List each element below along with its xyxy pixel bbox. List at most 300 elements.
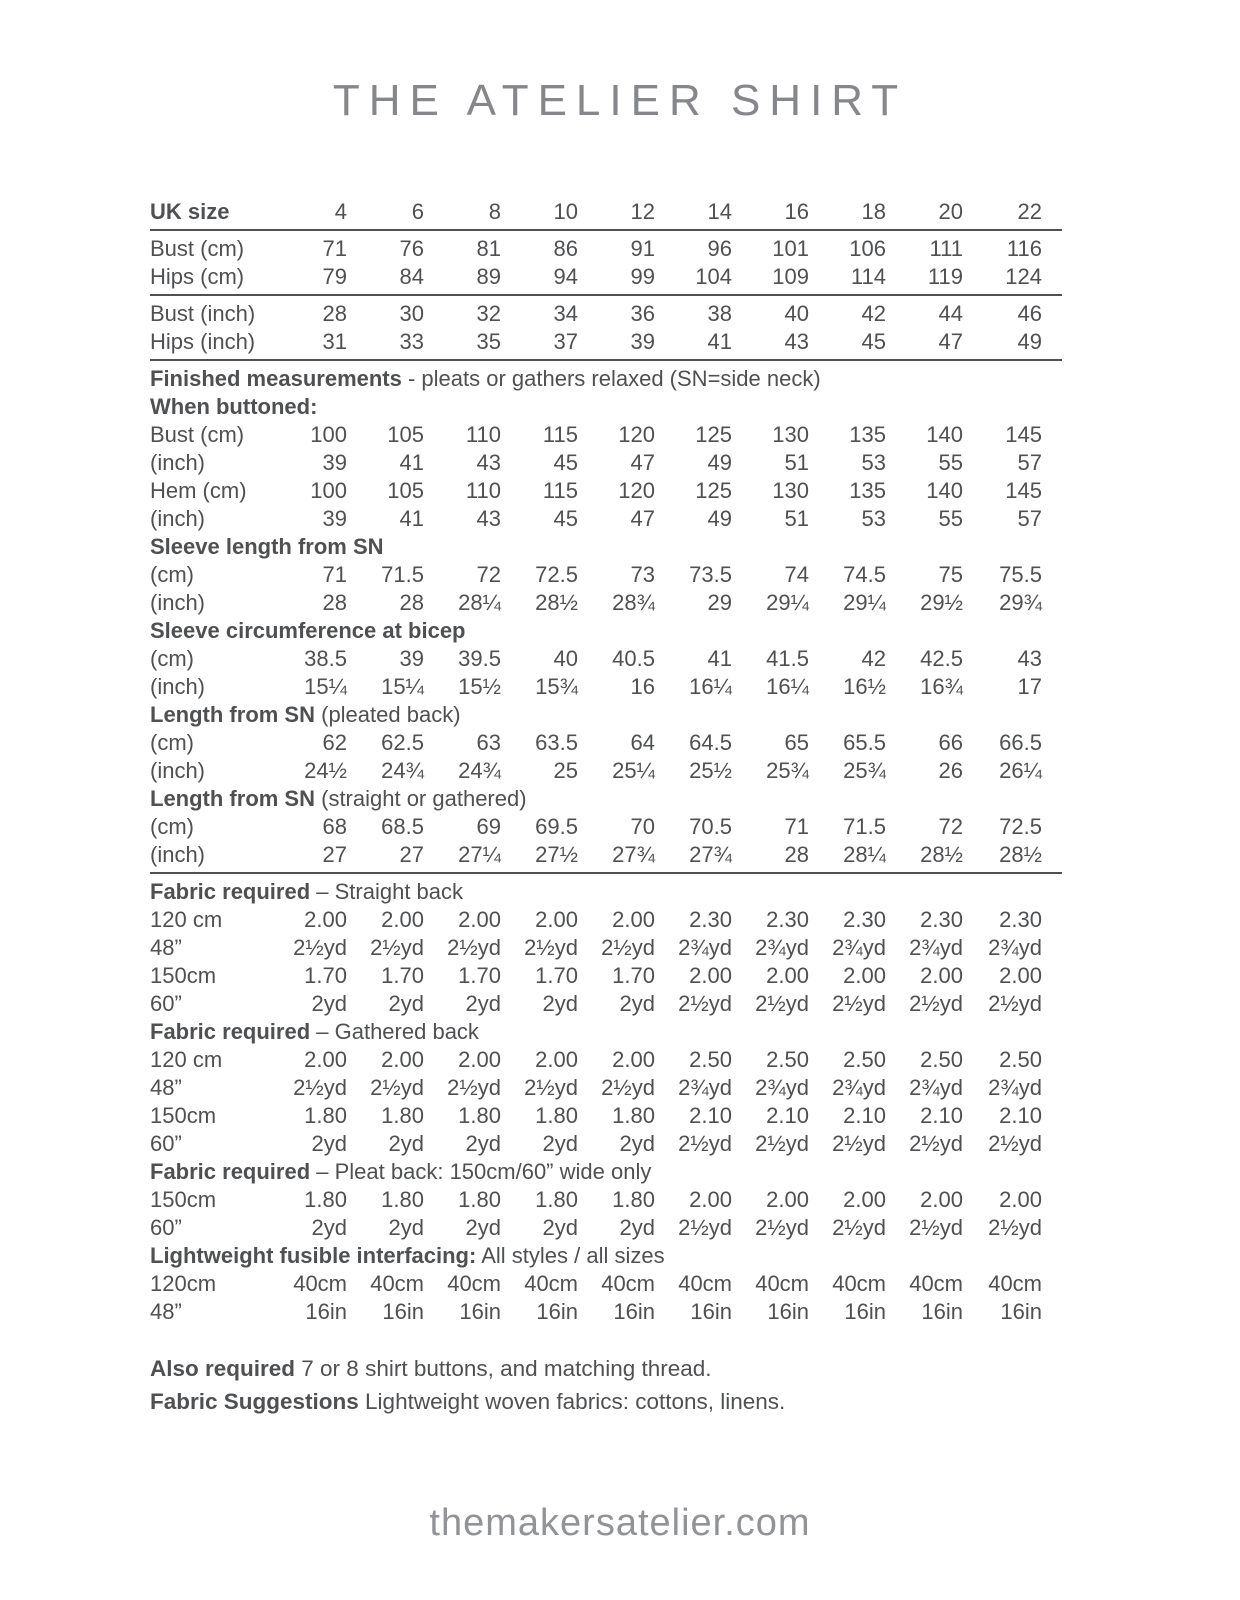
table-cell: 32 xyxy=(476,301,501,326)
table-cell: 2.00 xyxy=(689,1187,732,1212)
table-cell: 39 xyxy=(630,329,655,354)
table-cell: 39.5 xyxy=(458,646,501,671)
table-row xyxy=(150,1270,1062,1298)
table-cell: 38 xyxy=(707,301,732,326)
note-fabric-suggestions xyxy=(150,1385,785,1418)
row-label: 48” xyxy=(150,935,182,960)
table-cell: 45 xyxy=(553,506,578,531)
table-cell: 4 xyxy=(334,199,347,224)
table-cell: 120 xyxy=(618,422,655,447)
section-heading-bold: Lightweight fusible interfacing: xyxy=(150,1243,477,1268)
table-cell: 2½yd xyxy=(755,991,809,1016)
table-cell: 39 xyxy=(322,450,347,475)
table-cell: 2yd xyxy=(619,1215,655,1240)
table-cell: 105 xyxy=(387,422,424,447)
table-row xyxy=(150,673,1062,701)
row-label: 150cm xyxy=(150,963,217,988)
table-cell: 105 xyxy=(387,478,424,503)
table-cell: 2.00 xyxy=(766,963,809,988)
table-cell: 2.00 xyxy=(458,907,501,932)
section-heading-text: - pleats or gathers relaxed (SN=side neck) xyxy=(401,366,821,391)
table-cell: 71 xyxy=(784,814,809,839)
table-cell: 27¼ xyxy=(458,842,501,867)
table-cell: 2¾yd xyxy=(755,935,809,960)
section-heading-row xyxy=(150,1242,1062,1270)
table-cell: 27¾ xyxy=(612,842,655,867)
table-cell: 1.70 xyxy=(304,963,347,988)
table-cell: 40cm xyxy=(447,1271,501,1296)
table-cell: 10 xyxy=(553,199,578,224)
table-cell: 2.10 xyxy=(843,1103,886,1128)
table-cell: 2.10 xyxy=(920,1103,963,1128)
table-cell: 2.00 xyxy=(535,907,578,932)
table-cell: 6 xyxy=(411,199,424,224)
table-cell: 15¼ xyxy=(304,674,347,699)
table-cell: 100 xyxy=(310,478,347,503)
table-cell: 1.80 xyxy=(304,1187,347,1212)
table-cell: 2.00 xyxy=(999,1187,1042,1212)
table-cell: 2.00 xyxy=(689,963,732,988)
table-cell: 28 xyxy=(322,301,347,326)
section-heading-bold: Sleeve circumference at bicep xyxy=(150,618,466,643)
table-cell: 2yd xyxy=(311,1131,347,1156)
section-heading-bold: Length from SN xyxy=(150,702,315,727)
divider-rule xyxy=(150,229,1062,231)
table-cell: 63.5 xyxy=(535,730,578,755)
table-cell: 2½yd xyxy=(909,1131,963,1156)
table-cell: 68.5 xyxy=(381,814,424,839)
table-cell: 40.5 xyxy=(612,646,655,671)
table-cell: 72.5 xyxy=(535,562,578,587)
notes-block xyxy=(150,1352,785,1418)
table-cell: 96 xyxy=(707,236,732,261)
table-cell: 12 xyxy=(630,199,655,224)
table-cell: 29¼ xyxy=(843,590,886,615)
table-cell: 44 xyxy=(938,301,963,326)
table-cell: 40cm xyxy=(370,1271,424,1296)
table-cell: 15¾ xyxy=(535,674,578,699)
row-label: 60” xyxy=(150,991,182,1016)
table-cell: 84 xyxy=(399,264,424,289)
table-cell: 1.80 xyxy=(535,1103,578,1128)
table-cell: 24¾ xyxy=(381,758,424,783)
table-cell: 16in xyxy=(305,1299,347,1324)
table-row xyxy=(150,990,1062,1018)
table-cell: 1.80 xyxy=(535,1187,578,1212)
table-cell: 81 xyxy=(476,236,501,261)
row-label: (cm) xyxy=(150,646,194,671)
table-cell: 2½yd xyxy=(988,991,1042,1016)
table-cell: 53 xyxy=(861,450,886,475)
table-cell: 72.5 xyxy=(999,814,1042,839)
table-cell: 63 xyxy=(476,730,501,755)
table-cell: 29¼ xyxy=(766,590,809,615)
table-cell: 40cm xyxy=(909,1271,963,1296)
table-cell: 2yd xyxy=(542,1131,578,1156)
table-cell: 75 xyxy=(938,562,963,587)
table-cell: 1.70 xyxy=(381,963,424,988)
row-label: Hips (cm) xyxy=(150,264,245,289)
section-heading-row xyxy=(150,393,1062,421)
divider-rule xyxy=(150,294,1062,296)
note-also-required-label: Also required xyxy=(150,1356,296,1381)
row-label: 60” xyxy=(150,1131,182,1156)
table-cell: 40 xyxy=(553,646,578,671)
table-cell: 2½yd xyxy=(524,1075,578,1100)
section-heading-text: (pleated back) xyxy=(315,702,461,727)
table-cell: 27¾ xyxy=(689,842,732,867)
table-cell: 2.50 xyxy=(689,1047,732,1072)
table-cell: 16in xyxy=(382,1299,424,1324)
table-row xyxy=(150,962,1062,990)
table-cell: 73 xyxy=(630,562,655,587)
table-cell: 89 xyxy=(476,264,501,289)
table-cell: 74 xyxy=(784,562,809,587)
note-fabric-suggestions-label: Fabric Suggestions xyxy=(150,1389,359,1414)
table-cell: 2½yd xyxy=(370,935,424,960)
row-label: 48” xyxy=(150,1075,182,1100)
row-label: (cm) xyxy=(150,562,194,587)
table-cell: 1.70 xyxy=(535,963,578,988)
table-cell: 2.00 xyxy=(381,907,424,932)
table-cell: 55 xyxy=(938,450,963,475)
table-cell: 42 xyxy=(861,646,886,671)
table-cell: 43 xyxy=(476,506,501,531)
table-row xyxy=(150,198,1062,226)
row-label: (inch) xyxy=(150,590,206,615)
row-label: Bust (cm) xyxy=(150,422,245,447)
table-cell: 1.70 xyxy=(458,963,501,988)
table-cell: 2½yd xyxy=(678,1215,732,1240)
table-cell: 2½yd xyxy=(678,991,732,1016)
section-heading-row xyxy=(150,701,1062,729)
section-heading-text: – Gathered back xyxy=(310,1019,479,1044)
table-cell: 2.00 xyxy=(920,963,963,988)
table-cell: 40cm xyxy=(293,1271,347,1296)
table-cell: 20 xyxy=(938,199,963,224)
table-cell: 16in xyxy=(844,1299,886,1324)
note-also-required-text: 7 or 8 shirt buttons, and matching thread. xyxy=(295,1356,712,1381)
table-cell: 94 xyxy=(553,264,578,289)
table-cell: 2yd xyxy=(542,991,578,1016)
section-heading-bold: Fabric required xyxy=(150,879,311,904)
table-row xyxy=(150,589,1062,617)
table-cell: 42 xyxy=(861,301,886,326)
table-cell: 71 xyxy=(322,236,347,261)
table-row xyxy=(150,757,1062,785)
table-row xyxy=(150,505,1062,533)
table-row xyxy=(150,263,1062,291)
table-cell: 47 xyxy=(630,506,655,531)
table-cell: 41.5 xyxy=(766,646,809,671)
table-cell: 135 xyxy=(849,422,886,447)
table-cell: 49 xyxy=(1017,329,1042,354)
table-cell: 43 xyxy=(1017,646,1042,671)
table-cell: 104 xyxy=(695,264,732,289)
table-cell: 46 xyxy=(1017,301,1042,326)
table-cell: 39 xyxy=(399,646,424,671)
table-cell: 43 xyxy=(784,329,809,354)
table-cell: 40 xyxy=(784,301,809,326)
table-cell: 2½yd xyxy=(678,1131,732,1156)
table-cell: 72 xyxy=(938,814,963,839)
table-cell: 16 xyxy=(630,674,655,699)
table-cell: 28 xyxy=(784,842,809,867)
table-cell: 45 xyxy=(553,450,578,475)
table-cell: 70.5 xyxy=(689,814,732,839)
table-cell: 2.00 xyxy=(458,1047,501,1072)
section-heading-text: – Straight back xyxy=(310,879,464,904)
table-cell: 40cm xyxy=(832,1271,886,1296)
table-cell: 2.50 xyxy=(999,1047,1042,1072)
table-cell: 57 xyxy=(1017,450,1042,475)
table-cell: 2.00 xyxy=(381,1047,424,1072)
table-cell: 1.70 xyxy=(612,963,655,988)
table-cell: 2.30 xyxy=(843,907,886,932)
table-cell: 2.00 xyxy=(999,963,1042,988)
table-cell: 135 xyxy=(849,478,886,503)
table-cell: 2yd xyxy=(465,1131,501,1156)
table-row xyxy=(150,421,1062,449)
table-cell: 1.80 xyxy=(612,1187,655,1212)
table-cell: 2.50 xyxy=(766,1047,809,1072)
table-cell: 1.80 xyxy=(381,1187,424,1212)
table-cell: 125 xyxy=(695,422,732,447)
row-label: (inch) xyxy=(150,450,206,475)
table-cell: 37 xyxy=(553,329,578,354)
table-cell: 2.00 xyxy=(843,963,886,988)
table-cell: 2½yd xyxy=(293,1075,347,1100)
table-cell: 125 xyxy=(695,478,732,503)
table-cell: 16in xyxy=(459,1299,501,1324)
table-cell: 24½ xyxy=(304,758,347,783)
table-cell: 26¼ xyxy=(999,758,1042,783)
table-cell: 140 xyxy=(926,478,963,503)
table-cell: 91 xyxy=(630,236,655,261)
table-cell: 2¾yd xyxy=(832,1075,886,1100)
table-cell: 25¾ xyxy=(766,758,809,783)
table-cell: 2½yd xyxy=(988,1131,1042,1156)
table-cell: 2½yd xyxy=(601,1075,655,1100)
table-cell: 29½ xyxy=(920,590,963,615)
section-heading-bold: When buttoned: xyxy=(150,394,318,419)
table-row xyxy=(150,561,1062,589)
row-label: Hem (cm) xyxy=(150,478,247,503)
table-cell: 2yd xyxy=(388,991,424,1016)
section-heading-text: All styles / all sizes xyxy=(476,1243,665,1268)
table-cell: 64 xyxy=(630,730,655,755)
row-label: 120cm xyxy=(150,1271,217,1296)
table-cell: 42.5 xyxy=(920,646,963,671)
table-cell: 130 xyxy=(772,478,809,503)
table-cell: 25 xyxy=(553,758,578,783)
table-cell: 2¾yd xyxy=(988,1075,1042,1100)
table-cell: 41 xyxy=(399,506,424,531)
table-cell: 2.10 xyxy=(999,1103,1042,1128)
table-row xyxy=(150,328,1062,356)
table-cell: 73.5 xyxy=(689,562,732,587)
table-cell: 100 xyxy=(310,422,347,447)
table-cell: 65 xyxy=(784,730,809,755)
table-row xyxy=(150,1102,1062,1130)
row-label: (cm) xyxy=(150,814,194,839)
table-cell: 28¼ xyxy=(458,590,501,615)
table-row xyxy=(150,1130,1062,1158)
table-cell: 22 xyxy=(1017,199,1042,224)
table-cell: 66 xyxy=(938,730,963,755)
table-cell: 130 xyxy=(772,422,809,447)
table-cell: 2.30 xyxy=(689,907,732,932)
table-cell: 16¼ xyxy=(766,674,809,699)
row-label: (inch) xyxy=(150,674,206,699)
table-cell: 2½yd xyxy=(755,1131,809,1156)
table-cell: 69 xyxy=(476,814,501,839)
row-label: (cm) xyxy=(150,730,194,755)
table-cell: 140 xyxy=(926,422,963,447)
table-cell: 114 xyxy=(850,264,886,289)
table-cell: 1.80 xyxy=(458,1187,501,1212)
table-cell: 2¾yd xyxy=(678,935,732,960)
table-cell: 18 xyxy=(861,199,886,224)
table-cell: 68 xyxy=(322,814,347,839)
table-cell: 76 xyxy=(399,236,424,261)
table-cell: 17 xyxy=(1017,674,1042,699)
section-heading-row xyxy=(150,785,1062,813)
table-cell: 27 xyxy=(322,842,347,867)
footer-url: themakersatelier.com xyxy=(429,1502,811,1544)
table-cell: 29¾ xyxy=(999,590,1042,615)
table-row xyxy=(150,449,1062,477)
table-cell: 145 xyxy=(1005,478,1042,503)
row-label: 150cm xyxy=(150,1187,217,1212)
table-row xyxy=(150,477,1062,505)
table-cell: 41 xyxy=(399,450,424,475)
table-cell: 69.5 xyxy=(535,814,578,839)
section-heading-row xyxy=(150,533,1062,561)
row-label: (inch) xyxy=(150,506,206,531)
table-cell: 109 xyxy=(772,264,809,289)
row-label: (inch) xyxy=(150,842,206,867)
row-label: UK size xyxy=(150,199,230,224)
section-heading-text: (straight or gathered) xyxy=(315,786,527,811)
table-cell: 25¾ xyxy=(843,758,886,783)
table-cell: 25½ xyxy=(689,758,732,783)
table-cell: 2½yd xyxy=(370,1075,424,1100)
section-heading-row xyxy=(150,365,1062,393)
table-cell: 38.5 xyxy=(304,646,347,671)
table-cell: 2.30 xyxy=(999,907,1042,932)
table-cell: 34 xyxy=(553,301,578,326)
table-cell: 14 xyxy=(707,199,732,224)
table-cell: 99 xyxy=(630,264,655,289)
table-cell: 15¼ xyxy=(381,674,424,699)
table-cell: 39 xyxy=(322,506,347,531)
table-cell: 66.5 xyxy=(999,730,1042,755)
table-row xyxy=(150,1074,1062,1102)
table-cell: 35 xyxy=(476,329,501,354)
table-cell: 71.5 xyxy=(843,814,886,839)
table-cell: 2.00 xyxy=(843,1187,886,1212)
table-cell: 65.5 xyxy=(843,730,886,755)
note-fabric-suggestions-text: Lightweight woven fabrics: cottons, linens. xyxy=(358,1389,786,1414)
table-cell: 16 xyxy=(784,199,809,224)
divider-rule xyxy=(150,359,1062,361)
table-cell: 2.00 xyxy=(535,1047,578,1072)
table-cell: 2¾yd xyxy=(832,935,886,960)
table-cell: 2½yd xyxy=(909,991,963,1016)
table-cell: 57 xyxy=(1017,506,1042,531)
section-heading-row xyxy=(150,617,1062,645)
table-cell: 28 xyxy=(399,590,424,615)
table-cell: 40cm xyxy=(601,1271,655,1296)
table-cell: 2½yd xyxy=(447,935,501,960)
table-cell: 75.5 xyxy=(999,562,1042,587)
table-cell: 41 xyxy=(707,646,732,671)
size-chart-table xyxy=(150,198,1062,1326)
section-heading-row xyxy=(150,1158,1062,1186)
table-cell: 2.30 xyxy=(766,907,809,932)
table-cell: 106 xyxy=(849,236,886,261)
table-cell: 2.00 xyxy=(920,1187,963,1212)
table-cell: 71 xyxy=(322,562,347,587)
section-heading-row xyxy=(150,878,1062,906)
table-cell: 51 xyxy=(784,450,809,475)
table-cell: 2¾yd xyxy=(909,935,963,960)
table-cell: 2yd xyxy=(542,1215,578,1240)
table-row xyxy=(150,729,1062,757)
table-row xyxy=(150,1214,1062,1242)
table-cell: 51 xyxy=(784,506,809,531)
section-heading-row xyxy=(150,1018,1062,1046)
table-cell: 26 xyxy=(938,758,963,783)
table-cell: 2½yd xyxy=(293,935,347,960)
table-cell: 2.10 xyxy=(689,1103,732,1128)
table-cell: 72 xyxy=(476,562,501,587)
table-row xyxy=(150,1186,1062,1214)
table-row xyxy=(150,645,1062,673)
table-row xyxy=(150,841,1062,869)
table-row xyxy=(150,1046,1062,1074)
table-row xyxy=(150,934,1062,962)
table-cell: 1.80 xyxy=(304,1103,347,1128)
table-cell: 49 xyxy=(707,450,732,475)
table-cell: 28 xyxy=(322,590,347,615)
section-heading-bold: Fabric required xyxy=(150,1019,311,1044)
table-cell: 16¾ xyxy=(920,674,963,699)
table-cell: 70 xyxy=(630,814,655,839)
table-cell: 36 xyxy=(630,301,655,326)
table-cell: 16in xyxy=(536,1299,578,1324)
section-heading-bold: Finished measurements xyxy=(150,366,402,391)
table-cell: 16½ xyxy=(843,674,886,699)
table-cell: 2½yd xyxy=(832,1215,886,1240)
row-label: 120 cm xyxy=(150,907,223,932)
table-cell: 40cm xyxy=(524,1271,578,1296)
table-cell: 71.5 xyxy=(381,562,424,587)
table-cell: 2¾yd xyxy=(988,935,1042,960)
section-heading-text: – Pleat back: 150cm/60” wide only xyxy=(310,1159,652,1184)
table-cell: 16in xyxy=(613,1299,655,1324)
table-cell: 79 xyxy=(322,264,347,289)
row-label: 150cm xyxy=(150,1103,217,1128)
table-cell: 2.50 xyxy=(843,1047,886,1072)
table-cell: 40cm xyxy=(678,1271,732,1296)
table-cell: 2½yd xyxy=(447,1075,501,1100)
page-title: THE ATELIER SHIRT xyxy=(332,76,908,125)
table-cell: 74.5 xyxy=(843,562,886,587)
table-cell: 40cm xyxy=(988,1271,1042,1296)
table-cell: 27 xyxy=(399,842,424,867)
